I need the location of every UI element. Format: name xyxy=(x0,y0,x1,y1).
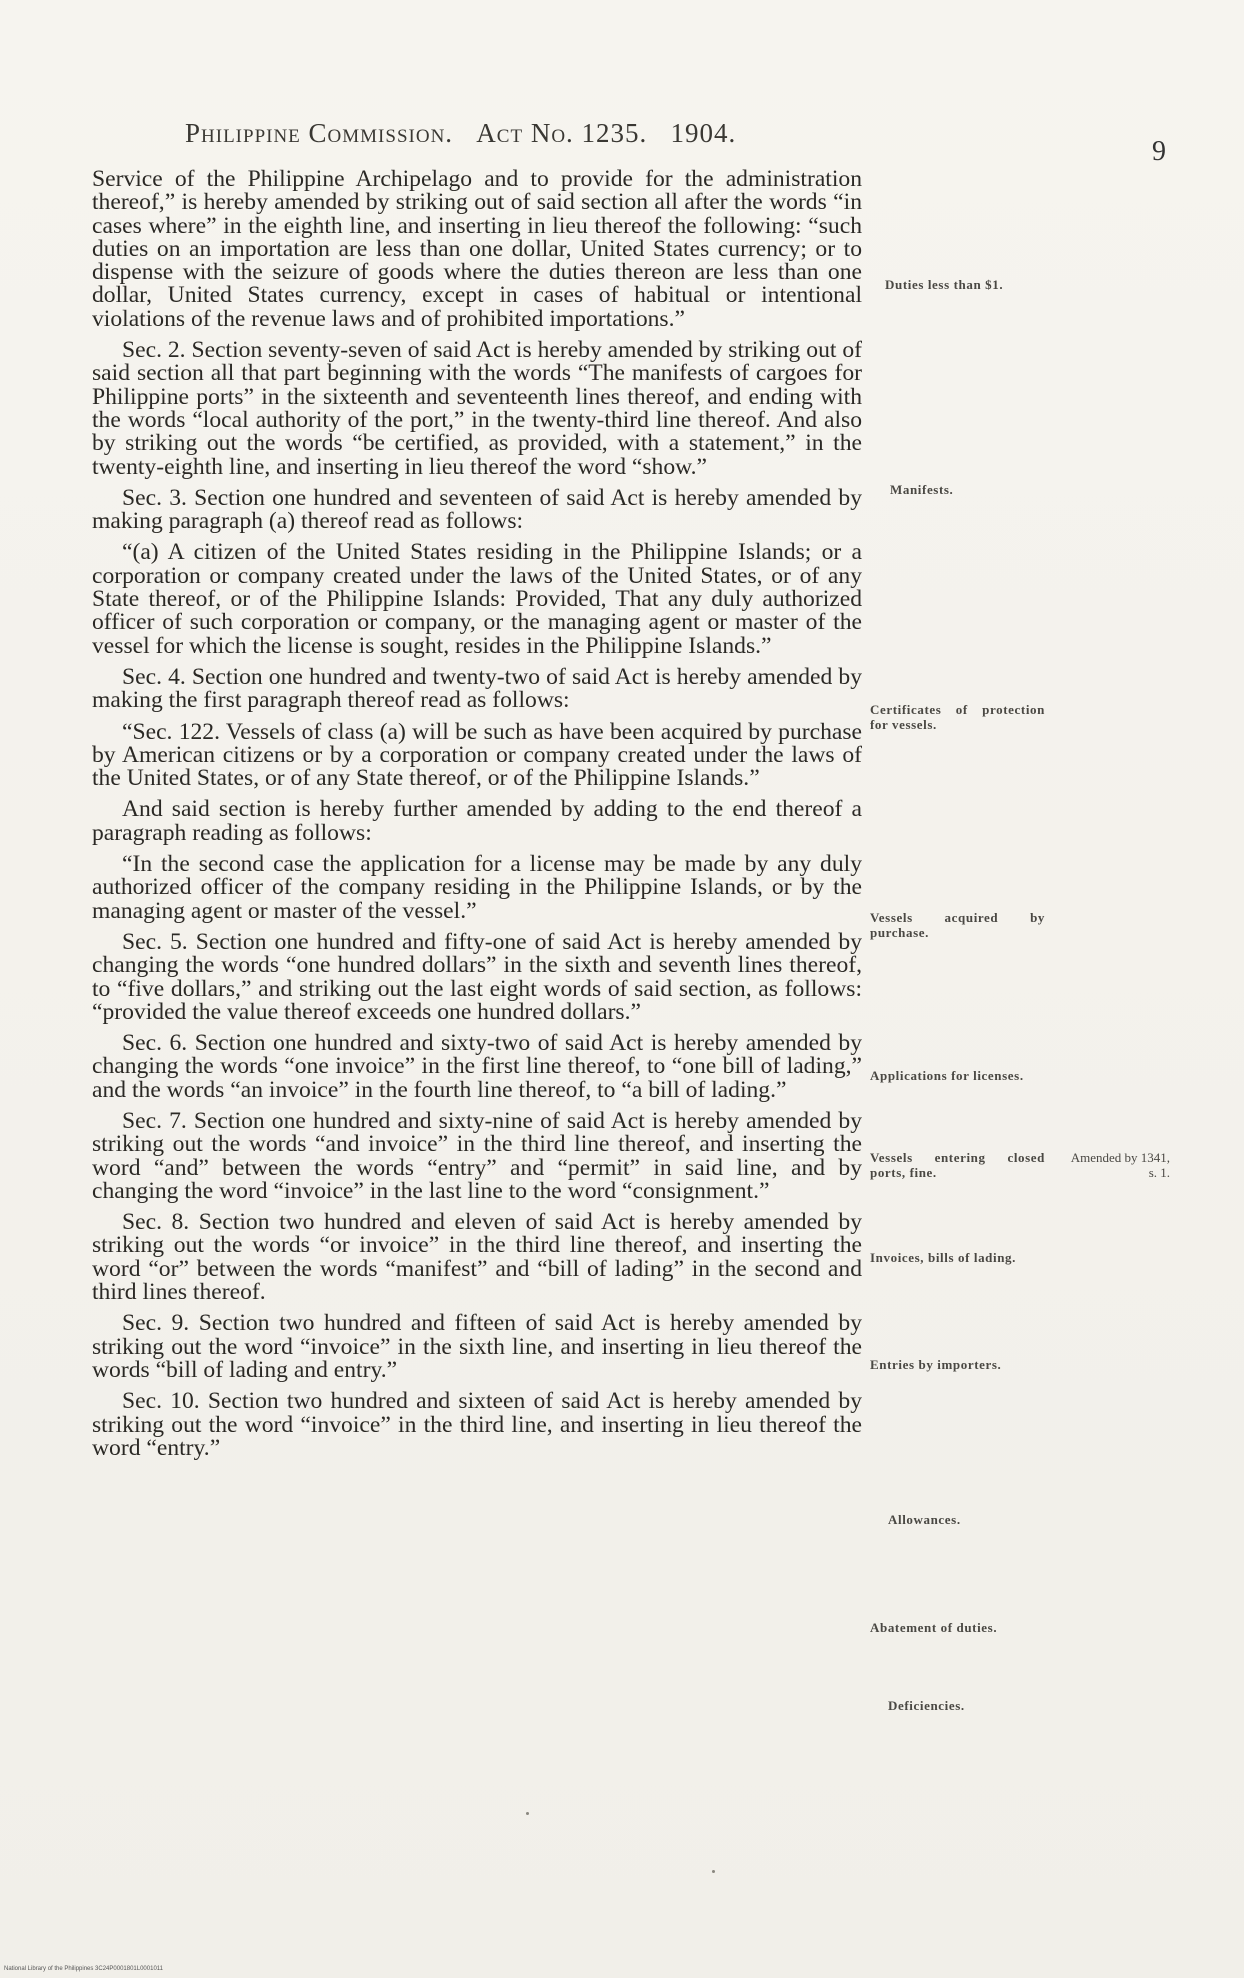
act-year: 1904. xyxy=(670,118,737,148)
margin-note-invoices: Invoices, bills of lading. xyxy=(870,1250,1016,1265)
amendment-note: Amended by 1341, s. 1. xyxy=(1070,1150,1170,1180)
margin-note-certificates: Certificates of protection for vessels. xyxy=(870,702,1045,732)
paragraph-sec-9: Sec. 9. Section two hundred and fifteen of said Act is hereby amended by striking out the word “invoice” in the sixth line, and inserting in lieu thereof the words “bill of lading and entry.” xyxy=(92,1310,862,1383)
paragraph-sec-3: Sec. 3. Section one hundred and seventeen of said Act is hereby amended by making paragraph (a) thereof read as follows: xyxy=(92,484,862,535)
margin-note-closed-ports: Vessels entering closed ports, fine. xyxy=(870,1150,1045,1180)
margin-note-manifests: Manifests. xyxy=(890,482,954,497)
paragraph-sec-8: Sec. 8. Section two hundred and eleven of said Act is hereby amended by striking out the words “or invoice” in the third line thereof, and inserting the word “or” between the words “manifest” and “bill of lading” in the second and third lines thereof. xyxy=(92,1209,862,1306)
paragraph-continuation: Service of the Philippine Archipelago and to provide for the administration thereof,” is hereby amended by striking out of said section all after the words “in cases where” in the eighth line, and inserting in lieu thereof the following: “such duties on an importation are less than one dollar, United States currency; or to dispense with the seizure of goods where the duties thereon are less than one dollar, United States currency, except in cases of habitual or intentional violations of the revenue laws and of prohibited importations.” xyxy=(92,166,862,332)
margin-note-vessels-acquired: Vessels acquired by purchase. xyxy=(870,910,1045,940)
margin-note-deficiencies: Deficiencies. xyxy=(888,1698,965,1713)
running-head-title: Philippine Commission. xyxy=(185,118,454,148)
margin-note-abatement: Abatement of duties. xyxy=(870,1620,998,1635)
running-header xyxy=(185,118,765,149)
paragraph-sec-5: Sec. 5. Section one hundred and fifty-one of said Act is hereby amended by changing the words “one hundred dollars” in the sixth and seventh lines thereof, to “five dollars,” and striking out the last eight words of said section, as follows: “provided the value thereof exceeds one hundred dollars.” xyxy=(92,928,862,1025)
paragraph-sec-7: Sec. 7. Section one hundred and sixty-nine of said Act is hereby amended by striking out the words “and invoice” in the third line thereof, and inserting the word “and” between the words “entry” and “permit” in said line, and by changing the word “invoice” in the last line to the word “consignment.” xyxy=(92,1107,862,1204)
paragraph-further-amended: And said section is hereby further amended by adding to the end thereof a paragraph reading as follows: xyxy=(92,796,862,846)
margin-note-applications: Applications for licenses. xyxy=(870,1068,1024,1083)
paragraph-sec-6: Sec. 6. Section one hundred and sixty-two of said Act is hereby amended by changing the words “one invoice” in the first line thereof, to “one bill of lading,” and the words “an invoice” in the fourth line thereof, to “a bill of lading.” xyxy=(92,1030,862,1103)
ink-speck xyxy=(712,1870,715,1873)
paragraph-second-case: “In the second case the application for a license may be made by any duly authorized officer of the company residing in the Philippine Islands, or by the managing agent or master of the vessel.” xyxy=(92,851,862,924)
paragraph-sec-2: Sec. 2. Section seventy-seven of said Act is hereby amended by striking out of said section all that part beginning with the words “The manifests of cargoes for Philippine ports” in the sixteenth and seventeenth lines thereof, and ending with the words “local authority of the port,” in the twenty-third line thereof. And also by striking out the words “be certified, as provided, with a statement,” in the twenty-eighth line, and inserting in lieu thereof the word “show.” xyxy=(92,337,862,480)
paragraph-sec-3-a: “(a) A citizen of the United States residing in the Philippine Islands; or a corporation or company created under the laws of the United States, or of any State thereof, or of the Philippine Islands: Provided, That any duly authorized officer of such corporation or company, or the managing agent or master of the vessel for which the license is sought, resides in the Philippine Islands.” xyxy=(92,539,862,659)
footer-scan-label: National Library of the Philippines 3C24P0001801L0001011 xyxy=(4,1966,164,1972)
margin-note-duties: Duties less than $1. xyxy=(885,277,1004,292)
paragraph-sec-122: “Sec. 122. Vessels of class (a) will be such as have been acquired by purchase by American citizens or by a corporation or company created under the laws of the United States, or of any State thereof, or of the Philippine Islands.” xyxy=(92,718,862,792)
act-number: Act No. 1235. xyxy=(476,118,648,148)
ink-speck xyxy=(526,1812,529,1815)
page-number: 9 xyxy=(1152,136,1166,167)
paragraph-sec-4: Sec. 4. Section one hundred and twenty-two of said Act is hereby amended by making the first paragraph thereof read as follows: xyxy=(92,663,862,714)
margin-note-entries: Entries by importers. xyxy=(870,1357,1002,1372)
margin-note-allowances: Allowances. xyxy=(888,1512,961,1527)
body-text xyxy=(92,168,862,1468)
paragraph-sec-10: Sec. 10. Section two hundred and sixteen of said Act is hereby amended by striking out the word “invoice” in the third line, and inserting in lieu thereof the word “entry.” xyxy=(92,1388,862,1461)
